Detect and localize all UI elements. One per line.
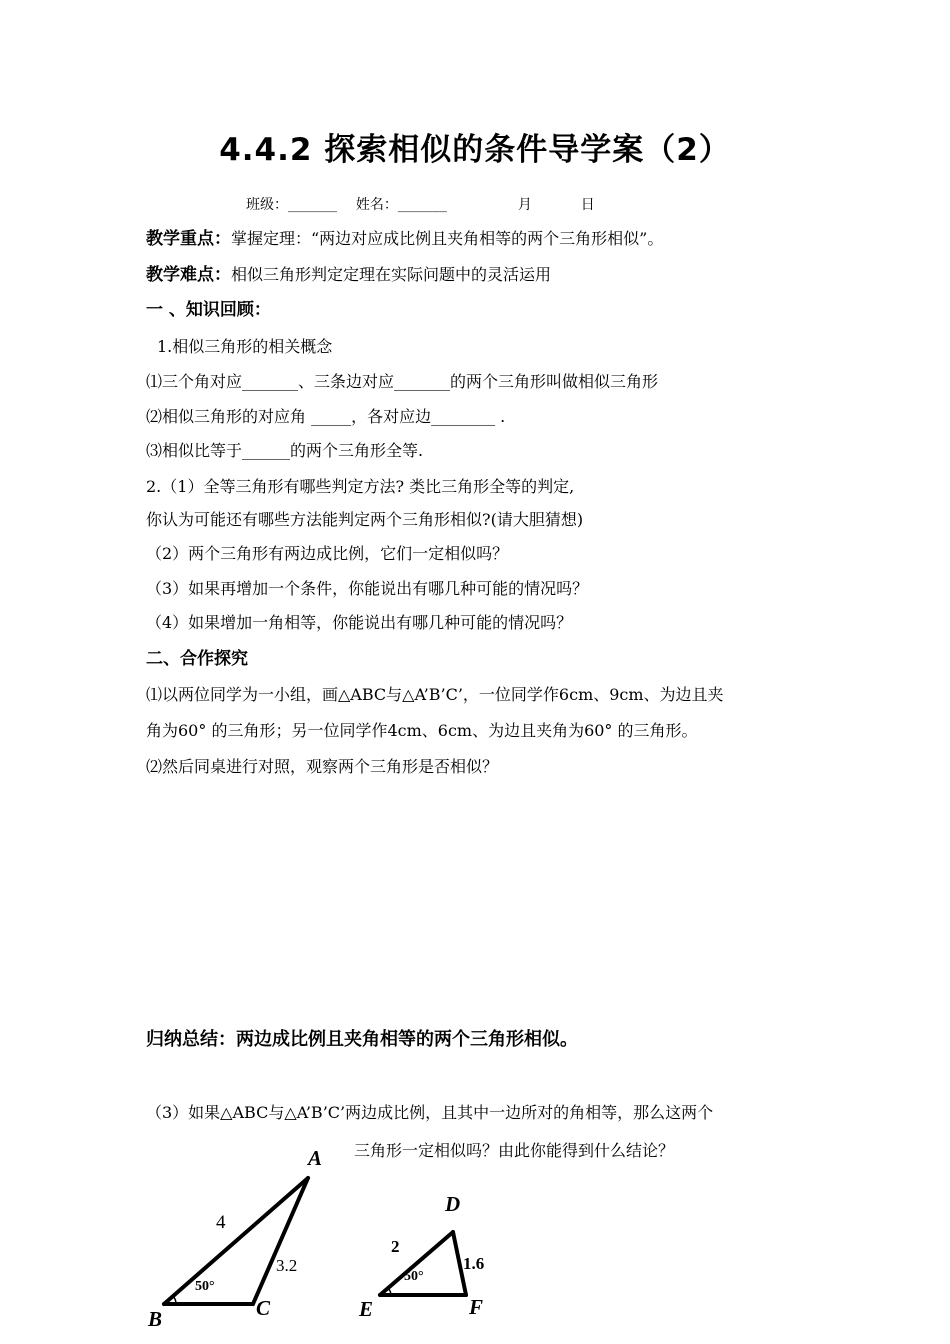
teaching-focus-label: 教学重点：	[146, 229, 231, 249]
vertex-f-label: F	[469, 1295, 484, 1319]
side-ab-label: 4	[216, 1212, 226, 1233]
review-question-3: ⑶相似比等于______的两个三角形全等.	[146, 441, 424, 460]
day-label: 日	[580, 197, 595, 213]
teaching-difficulty	[146, 264, 551, 286]
teaching-focus-text: 掌握定理：“两边对应成比例且夹角相等的两个三角形相似”。	[231, 229, 664, 248]
review-question-7: （3）如果再增加一个条件，你能说出有哪几种可能的情况吗？	[146, 579, 589, 598]
triangles-figure	[140, 1140, 520, 1344]
review-question-4: 2.（1）全等三角形有哪些判定方法? 类比三角形全等的判定,	[146, 477, 575, 496]
side-ac-label: 3.2	[276, 1256, 298, 1275]
teaching-difficulty-text: 相似三角形判定定理在实际问题中的灵活运用	[231, 265, 552, 284]
vertex-b-label: B	[148, 1307, 163, 1331]
triangle-abc	[147, 1146, 322, 1331]
question3-line-1: （3）如果△ABC与△A’B’C’两边成比例，且其中一边所对的角相等，那么这两个	[146, 1103, 714, 1122]
side-de-label: 2	[391, 1237, 400, 1256]
class-field: 班级：_______	[246, 197, 337, 213]
page-title: 4.4.2 探索相似的条件导学案（2）	[219, 132, 731, 168]
vertex-e-label: E	[359, 1297, 374, 1321]
month-label: 月	[517, 197, 532, 213]
review-question-5: 你认为可能还有哪些方法能判定两个三角形相似?(请大胆猜想)	[146, 510, 584, 529]
review-question-8: （4）如果增加一角相等，你能说出有哪几种可能的情况吗？	[146, 613, 573, 632]
student-info-line	[246, 194, 595, 214]
side-df-label: 1.6	[463, 1254, 485, 1273]
review-question-1: ⑴三个角对应_______、三条边对应_______的两个三角形叫做相似三角形	[146, 372, 659, 391]
question3-line-2: 三角形一定相似吗？由此你能得到什么结论？	[354, 1141, 675, 1160]
name-field: 姓名：_______	[355, 197, 447, 213]
review-question-6: （2）两个三角形有两边成比例，它们一定相似吗？	[146, 544, 509, 563]
explore-paragraph-1: ⑴以两位同学为一小组，画△ABC与△A’B’C’，一位同学作6cm、9cm、为边且夹	[146, 685, 724, 704]
explore-paragraph-3: ⑵然后同桌进行对照，观察两个三角形是否相似？	[146, 757, 499, 776]
review-question-2: ⑵相似三角形的对应角 _____，各对应边________ .	[146, 407, 506, 426]
angle-b-label: 50°	[195, 1279, 215, 1294]
explore-paragraph-2: 角为60° 的三角形；另一位同学作4cm、6cm、为边且夹角为60° 的三角形。	[146, 721, 698, 740]
side-ac	[253, 1178, 308, 1304]
vertex-c-label: C	[256, 1296, 271, 1320]
teaching-focus	[146, 228, 663, 250]
angle-e-label: 50°	[404, 1269, 424, 1284]
vertex-d-label: D	[445, 1192, 461, 1216]
section-review-heading: 一 、知识回顾：	[146, 300, 271, 320]
summary-statement: 归纳总结：两边成比例且夹角相等的两个三角形相似。	[146, 1029, 578, 1050]
teaching-difficulty-label: 教学难点：	[146, 265, 231, 285]
review-subheading: 1.相似三角形的相关概念	[157, 337, 333, 356]
triangle-def	[358, 1192, 484, 1321]
section-explore-heading: 二、合作探究	[146, 649, 248, 669]
side-ab	[164, 1178, 308, 1304]
vertex-a-label: A	[308, 1146, 323, 1170]
